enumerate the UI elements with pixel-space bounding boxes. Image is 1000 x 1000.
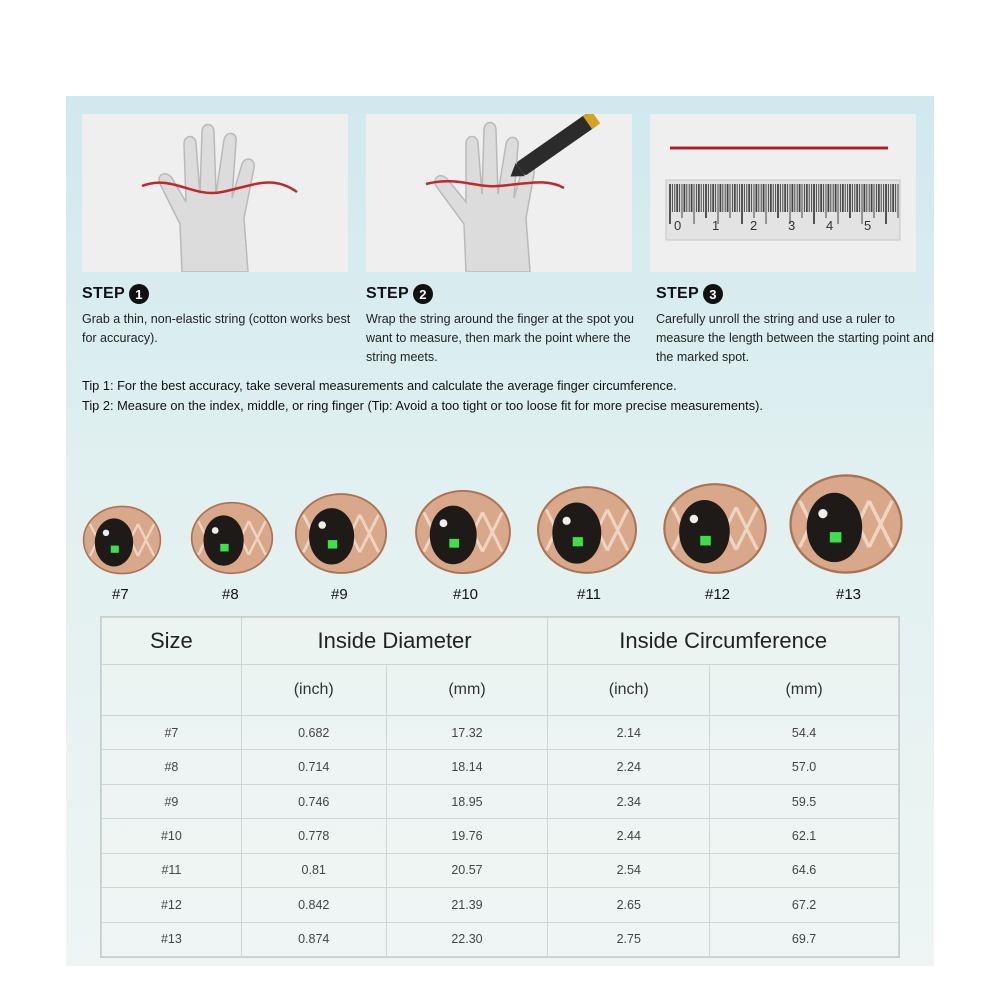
cell-diameter-mm: 20.57 bbox=[386, 853, 548, 887]
step-number-badge: 1 bbox=[129, 284, 149, 304]
cell-circumference-inch: 2.14 bbox=[548, 716, 710, 750]
table-row bbox=[102, 784, 899, 818]
cell-circumference-mm: 62.1 bbox=[710, 819, 899, 853]
ruler-number: 3 bbox=[788, 218, 796, 233]
step3-title bbox=[656, 284, 936, 304]
step2-title bbox=[366, 284, 646, 304]
cell-circumference-inch: 2.54 bbox=[548, 853, 710, 887]
tips bbox=[82, 376, 932, 416]
step3-illustration bbox=[650, 114, 916, 272]
cell-diameter-mm: 17.32 bbox=[386, 716, 548, 750]
ruler-numbers bbox=[668, 218, 898, 238]
step2-illustration bbox=[366, 114, 632, 272]
cell-diameter-inch: 0.746 bbox=[241, 784, 386, 818]
ring-size-label: #7 bbox=[112, 586, 129, 603]
smart-ring-icon bbox=[662, 481, 768, 576]
unit-diameter-inch: (inch) bbox=[241, 665, 386, 716]
cell-size: #10 bbox=[102, 819, 242, 853]
header-inside-circumference: Inside Circumference bbox=[548, 618, 899, 665]
cell-circumference-mm: 54.4 bbox=[710, 716, 899, 750]
hand-marker-icon bbox=[366, 114, 632, 272]
unit-diameter-mm: (mm) bbox=[386, 665, 548, 716]
cell-diameter-inch: 0.874 bbox=[241, 922, 386, 956]
step-label: STEP bbox=[656, 285, 699, 302]
step1-illustration bbox=[82, 114, 348, 272]
smart-ring-icon bbox=[190, 500, 274, 576]
table-row bbox=[102, 716, 899, 750]
step1-text: Grab a thin, non-elastic string (cotton works best for accuracy). bbox=[82, 312, 351, 345]
ring-size-label: #12 bbox=[705, 586, 731, 603]
table-row bbox=[102, 888, 899, 922]
cell-size: #7 bbox=[102, 716, 242, 750]
hand-string-icon bbox=[82, 114, 348, 272]
smart-ring-icon bbox=[294, 491, 388, 576]
cell-circumference-mm: 64.6 bbox=[710, 853, 899, 887]
cell-diameter-mm: 19.76 bbox=[386, 819, 548, 853]
cell-diameter-inch: 0.714 bbox=[241, 750, 386, 784]
ring-size-label: #10 bbox=[453, 586, 479, 603]
size-table-body bbox=[102, 716, 899, 957]
tip-2: Tip 2: Measure on the index, middle, or ring finger (Tip: Avoid a too tight or too loose fit for more precise measurements). bbox=[82, 398, 763, 413]
table-row bbox=[102, 853, 899, 887]
ring-sizes-row bbox=[66, 446, 934, 606]
smart-ring-icon bbox=[536, 484, 638, 576]
smart-ring-icon bbox=[788, 472, 904, 576]
cell-size: #9 bbox=[102, 784, 242, 818]
step-label: STEP bbox=[82, 285, 125, 302]
step2-block bbox=[366, 284, 646, 367]
unit-circumference-mm: (mm) bbox=[710, 665, 899, 716]
cell-diameter-mm: 21.39 bbox=[386, 888, 548, 922]
cell-diameter-mm: 22.30 bbox=[386, 922, 548, 956]
header-size: Size bbox=[102, 618, 242, 665]
ring-size-label: #11 bbox=[577, 586, 601, 603]
ring-size-label: #8 bbox=[222, 586, 239, 603]
size-guide-panel bbox=[66, 96, 934, 966]
unit-blank bbox=[102, 665, 242, 716]
cell-circumference-inch: 2.34 bbox=[548, 784, 710, 818]
table-row bbox=[102, 922, 899, 956]
cell-circumference-mm: 59.5 bbox=[710, 784, 899, 818]
cell-size: #13 bbox=[102, 922, 242, 956]
cell-diameter-mm: 18.95 bbox=[386, 784, 548, 818]
cell-circumference-mm: 57.0 bbox=[710, 750, 899, 784]
cell-diameter-inch: 0.778 bbox=[241, 819, 386, 853]
ruler-number: 2 bbox=[750, 218, 758, 233]
table-row bbox=[102, 750, 899, 784]
cell-size: #11 bbox=[102, 853, 242, 887]
table-row bbox=[102, 819, 899, 853]
cell-circumference-mm: 67.2 bbox=[710, 888, 899, 922]
size-table bbox=[100, 616, 900, 958]
ruler-barcode-icon bbox=[650, 114, 916, 272]
smart-ring-icon bbox=[414, 488, 512, 576]
cell-circumference-inch: 2.75 bbox=[548, 922, 710, 956]
ring-size-label: #9 bbox=[331, 586, 348, 603]
cell-diameter-inch: 0.682 bbox=[241, 716, 386, 750]
cell-circumference-inch: 2.44 bbox=[548, 819, 710, 853]
header-inside-diameter: Inside Diameter bbox=[241, 618, 548, 665]
tip-1: Tip 1: For the best accuracy, take several measurements and calculate the average finger circumference. bbox=[82, 378, 677, 393]
cell-diameter-inch: 0.81 bbox=[241, 853, 386, 887]
size-table-grid bbox=[101, 617, 899, 957]
smart-ring-icon bbox=[82, 504, 162, 576]
step1-block bbox=[82, 284, 362, 348]
cell-circumference-inch: 2.24 bbox=[548, 750, 710, 784]
cell-diameter-mm: 18.14 bbox=[386, 750, 548, 784]
step-label: STEP bbox=[366, 285, 409, 302]
cell-size: #8 bbox=[102, 750, 242, 784]
ruler-number: 1 bbox=[712, 218, 720, 233]
cell-circumference-inch: 2.65 bbox=[548, 888, 710, 922]
step-number-badge: 2 bbox=[413, 284, 433, 304]
ruler-number: 5 bbox=[864, 218, 872, 233]
ruler-number: 4 bbox=[826, 218, 834, 233]
step-number-badge: 3 bbox=[703, 284, 723, 304]
step2-text: Wrap the string around the finger at the spot you want to measure, then mark the point where the string meets. bbox=[366, 312, 634, 364]
cell-diameter-inch: 0.842 bbox=[241, 888, 386, 922]
unit-circumference-inch: (inch) bbox=[548, 665, 710, 716]
cell-size: #12 bbox=[102, 888, 242, 922]
step3-block bbox=[656, 284, 936, 367]
step1-title bbox=[82, 284, 362, 304]
step3-text: Carefully unroll the string and use a ruler to measure the length between the starting point and the marked spot. bbox=[656, 312, 934, 364]
ruler-number: 0 bbox=[674, 218, 682, 233]
ring-size-label: #13 bbox=[836, 586, 862, 603]
cell-circumference-mm: 69.7 bbox=[710, 922, 899, 956]
